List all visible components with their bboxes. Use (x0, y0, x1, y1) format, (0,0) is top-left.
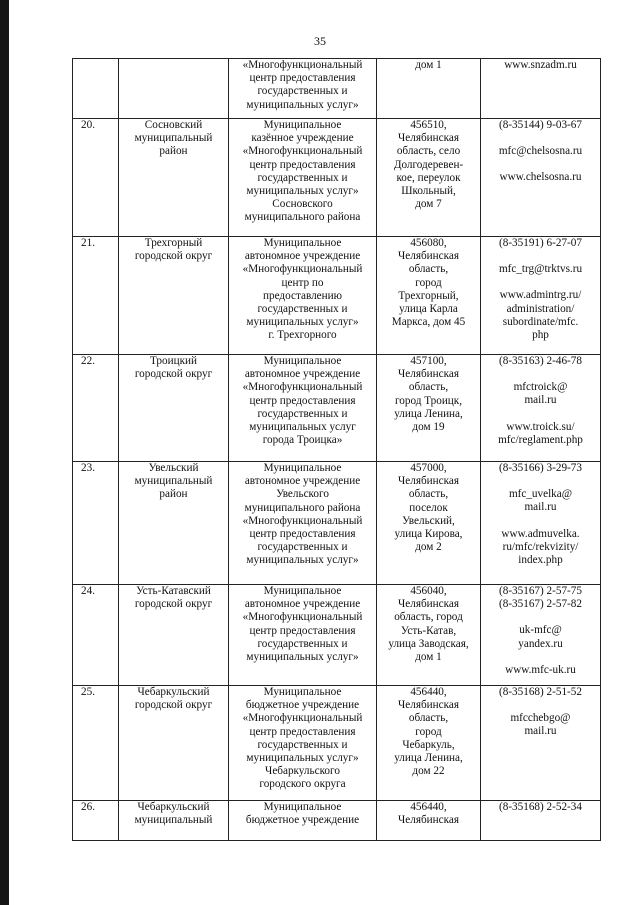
row-number-cell (73, 119, 119, 237)
spacer (483, 475, 598, 488)
institution-name-cell (229, 119, 377, 237)
institution-name-line: казённое учреждение (251, 132, 354, 145)
institution-name-line: Муниципальное (263, 355, 342, 367)
institution-name-line: муниципальных услуг» (246, 316, 359, 329)
contacts-cell (481, 237, 601, 355)
row-number-cell (73, 801, 119, 841)
address-line: дом 7 (415, 198, 442, 211)
district-name-line: муниципальный (134, 132, 213, 145)
contacts-line: www.chelsosna.ru (499, 171, 582, 184)
contacts-cell (481, 585, 601, 686)
spacer (483, 250, 598, 263)
address-line: область, село (396, 145, 461, 158)
table-row (73, 355, 601, 462)
contacts-line: mfc/reglament.php (498, 433, 583, 446)
address-line: Челябинская (398, 132, 459, 145)
address-line: 456440, (410, 801, 447, 813)
contacts-cell (481, 686, 601, 801)
institution-name-line: государственных и (257, 407, 348, 420)
contacts-line: mfcchebgo@ (510, 712, 571, 725)
address-line: поселок (409, 501, 448, 514)
contacts-line: yandex.ru (518, 637, 563, 650)
table-row (73, 585, 601, 686)
institution-name-line: автономное учреждение (244, 368, 361, 381)
contacts-line: www.admintrg.ru/ (499, 289, 582, 302)
institution-name-line: «Многофункциональный (242, 712, 363, 725)
scan-edge-shadow (0, 0, 9, 905)
table-row (73, 59, 601, 119)
table-body (73, 59, 601, 841)
address-cell (377, 686, 481, 801)
district-name-line: городской округ (134, 368, 213, 381)
address-line: Челябинская (398, 699, 459, 712)
contacts-cell (481, 462, 601, 585)
district-name-line: Чебаркульский (137, 686, 210, 698)
contacts-line: php (532, 329, 549, 342)
institution-name-line: центр предоставления (249, 725, 356, 738)
address-line: город (415, 725, 442, 738)
contacts-line: mail.ru (524, 394, 557, 407)
address-line: 456080, (410, 237, 447, 249)
address-cell (377, 462, 481, 585)
contacts-line: (8-35167) 2-57-75 (499, 585, 582, 597)
contacts-line: mfctroick@ (513, 381, 568, 394)
mfc-table (72, 58, 601, 841)
district-name-line: муниципальный (134, 814, 213, 827)
institution-name-line: муниципального района (244, 501, 361, 514)
contacts-line: mail.ru (524, 725, 557, 738)
institution-name-line: Муниципальное (263, 462, 342, 474)
spacer (483, 158, 598, 171)
contacts-line: www.troick.su/ (506, 420, 575, 433)
district-name-line: район (159, 488, 188, 501)
table-row (73, 801, 601, 841)
address-line: область, (408, 712, 449, 725)
row-number: 26. (81, 801, 95, 813)
institution-name-line: муниципальных услуг» (246, 185, 359, 198)
institution-name-line: бюджетное учреждение (245, 814, 360, 827)
spacer (483, 276, 598, 289)
institution-name-cell (229, 59, 377, 119)
contacts-line: administration/ (506, 302, 575, 315)
address-line: город (415, 276, 442, 289)
contacts-cell (481, 119, 601, 237)
institution-name-line: центр предоставления (249, 158, 356, 171)
institution-name-line: Муниципальное (263, 585, 342, 597)
institution-name-line: государственных и (257, 738, 348, 751)
institution-name-line: Сосновского (272, 198, 333, 211)
address-cell (377, 585, 481, 686)
institution-name-line: «Многофункциональный (242, 263, 363, 276)
address-line: дом 19 (412, 421, 445, 434)
institution-name-line: государственных и (257, 85, 348, 98)
institution-name-line: г. Трехгорного (268, 329, 337, 342)
address-line: область, (408, 263, 449, 276)
address-cell (377, 119, 481, 237)
institution-name-line: «Многофункциональный (242, 381, 363, 394)
address-line: улица Карла (399, 303, 458, 316)
address-line: Челябинская (398, 368, 459, 381)
institution-name-line: автономное учреждение (244, 250, 361, 263)
institution-name-cell (229, 801, 377, 841)
contacts-line: mfc@chelsosna.ru (498, 145, 583, 158)
address-cell (377, 801, 481, 841)
row-number-cell (73, 585, 119, 686)
row-number-cell (73, 686, 119, 801)
address-line: 456040, (410, 585, 447, 597)
district-name-line: Увельский (148, 462, 199, 474)
institution-name-cell (229, 585, 377, 686)
row-number-cell (73, 59, 119, 119)
row-number: 21. (81, 237, 95, 249)
address-line: улица Заводская, (388, 637, 469, 650)
address-line: Челябинская (398, 475, 459, 488)
institution-name-cell (229, 355, 377, 462)
row-number: 24. (81, 585, 95, 597)
contacts-cell (481, 355, 601, 462)
address-line: улица Ленина, (394, 752, 463, 765)
table-row (73, 119, 601, 237)
institution-name-line: центр предоставления (249, 624, 356, 637)
table-row (73, 686, 601, 801)
contacts-line: uk-mfc@ (519, 624, 562, 637)
address-cell (377, 355, 481, 462)
institution-name-line: «Многофункциональный (242, 59, 363, 71)
address-line: дом 1 (415, 651, 442, 664)
contacts-line: mail.ru (524, 501, 557, 514)
address-line: дом 1 (415, 59, 442, 71)
row-number: 23. (81, 462, 95, 474)
district-name-line: район (159, 145, 188, 158)
table-row (73, 462, 601, 585)
institution-name-line: города Троицка» (262, 434, 343, 447)
contacts-line: index.php (518, 554, 563, 567)
contacts-cell (481, 59, 601, 119)
address-line: 457000, (410, 462, 447, 474)
institution-name-cell (229, 237, 377, 355)
contacts-line: (8-35168) 2-51-52 (499, 686, 582, 698)
district-name-line: Усть-Катавский (136, 585, 211, 597)
institution-name-line: Муниципальное (263, 686, 342, 698)
address-line: Школьный, (401, 185, 456, 198)
address-line: кое, переулок (396, 171, 461, 184)
institution-name-line: государственных и (257, 541, 348, 554)
institution-name-line: муниципальных услуг» (246, 98, 359, 111)
address-line: Челябинская (398, 250, 459, 263)
district-name-line: Троицкий (150, 355, 197, 367)
district-name-line: Чебаркульский (137, 801, 210, 813)
institution-name-line: центр предоставления (249, 528, 356, 541)
institution-name-line: Муниципальное (263, 237, 342, 249)
institution-name-line: центр предоставления (249, 394, 356, 407)
contacts-line: mfc_trg@trktvs.ru (498, 263, 583, 276)
address-line: область, город (394, 611, 463, 624)
address-line: 457100, (410, 355, 447, 367)
district-name-line: городской округ (134, 598, 213, 611)
address-line: город Троицк, (394, 394, 463, 407)
contacts-line: (8-35168) 2-52-34 (499, 801, 582, 813)
district-name-cell (119, 59, 229, 119)
contacts-line: ru/mfc/rekvizity/ (502, 540, 579, 553)
institution-name-line: Муниципальное (263, 119, 342, 131)
row-number: 20. (81, 119, 95, 131)
contacts-line: (8-35167) 2-57-82 (499, 598, 582, 611)
contacts-line: (8-35166) 3-29-73 (499, 462, 582, 474)
institution-name-line: «Многофункциональный (242, 514, 363, 527)
address-line: область, (408, 381, 449, 394)
spacer (483, 515, 598, 528)
institution-name-cell (229, 462, 377, 585)
contacts-line: www.snzadm.ru (504, 59, 577, 71)
institution-name-line: государственных и (257, 303, 348, 316)
contacts-line: (8-35163) 2-46-78 (499, 355, 582, 367)
spacer (483, 368, 598, 381)
contacts-line: (8-35144) 9-03-67 (499, 119, 582, 131)
district-name-line: муниципальный (134, 475, 213, 488)
contacts-cell (481, 801, 601, 841)
address-line: дом 2 (415, 541, 442, 554)
institution-name-line: «Многофункциональный (242, 611, 363, 624)
institution-name-line: муниципальных услуг» (246, 554, 359, 567)
address-line: дом 22 (412, 765, 445, 778)
address-cell (377, 237, 481, 355)
row-number-cell (73, 355, 119, 462)
district-name-cell (119, 355, 229, 462)
address-line: 456510, (410, 119, 447, 131)
spacer (483, 611, 598, 624)
address-cell (377, 59, 481, 119)
institution-name-line: городского округа (259, 778, 346, 791)
address-line: Чебаркуль, (402, 738, 455, 751)
district-name-line: городской округ (134, 699, 213, 712)
district-name-line: Трехгорный (144, 237, 203, 249)
district-name-cell (119, 462, 229, 585)
address-line: Увельский, (402, 514, 455, 527)
address-line: Усть-Катав, (400, 624, 457, 637)
address-line: улица Ленина, (394, 407, 463, 420)
address-line: Долгодеревен- (393, 158, 464, 171)
district-name-line: городской округ (134, 250, 213, 263)
row-number: 22. (81, 355, 95, 367)
institution-name-line: автономное учреждение (244, 475, 361, 488)
institution-name-line: автономное учреждение (244, 598, 361, 611)
row-number-cell (73, 462, 119, 585)
institution-name-line: Муниципальное (263, 801, 342, 813)
district-name-cell (119, 801, 229, 841)
district-name-cell (119, 237, 229, 355)
table-row (73, 237, 601, 355)
institution-name-line: предоставлению (263, 289, 342, 302)
spacer (483, 408, 598, 421)
contacts-line: (8-35191) 6-27-07 (499, 237, 582, 249)
address-line: Челябинская (398, 598, 459, 611)
institution-name-line: бюджетное учреждение (245, 699, 360, 712)
district-name-cell (119, 585, 229, 686)
district-name-cell (119, 686, 229, 801)
institution-name-line: муниципальных услуг» (246, 752, 359, 765)
institution-name-line: Увельского (276, 488, 329, 501)
institution-name-line: муниципальных услуг (249, 421, 356, 434)
district-name-cell (119, 119, 229, 237)
address-line: 456440, (410, 686, 447, 698)
institution-name-line: центр предоставления (249, 72, 356, 85)
address-line: Маркса, дом 45 (391, 316, 466, 329)
address-line: Челябинская (398, 814, 459, 827)
contacts-line: www.admuvelka. (501, 527, 580, 540)
contacts-line: mfc_uvelka@ (508, 488, 573, 501)
spacer (483, 132, 598, 145)
contacts-line: subordinate/mfc. (502, 315, 579, 328)
institution-name-line: центр по (281, 276, 324, 289)
contacts-line: www.mfc-uk.ru (505, 663, 576, 676)
page-number: 35 (314, 34, 326, 48)
spacer (483, 699, 598, 712)
institution-name-line: «Многофункциональный (242, 145, 363, 158)
district-name-line: Сосновский (144, 119, 203, 131)
institution-name-line: муниципальных услуг» (246, 651, 359, 664)
address-line: улица Кирова, (394, 528, 463, 541)
row-number: 25. (81, 686, 95, 698)
institution-name-line: государственных и (257, 637, 348, 650)
address-line: Трехгорный, (398, 289, 459, 302)
row-number-cell (73, 237, 119, 355)
address-line: область, (408, 488, 449, 501)
institution-name-cell (229, 686, 377, 801)
institution-name-line: государственных и (257, 171, 348, 184)
institution-name-line: Чебаркульского (265, 765, 340, 778)
spacer (483, 651, 598, 664)
institution-name-line: муниципального района (244, 211, 361, 224)
